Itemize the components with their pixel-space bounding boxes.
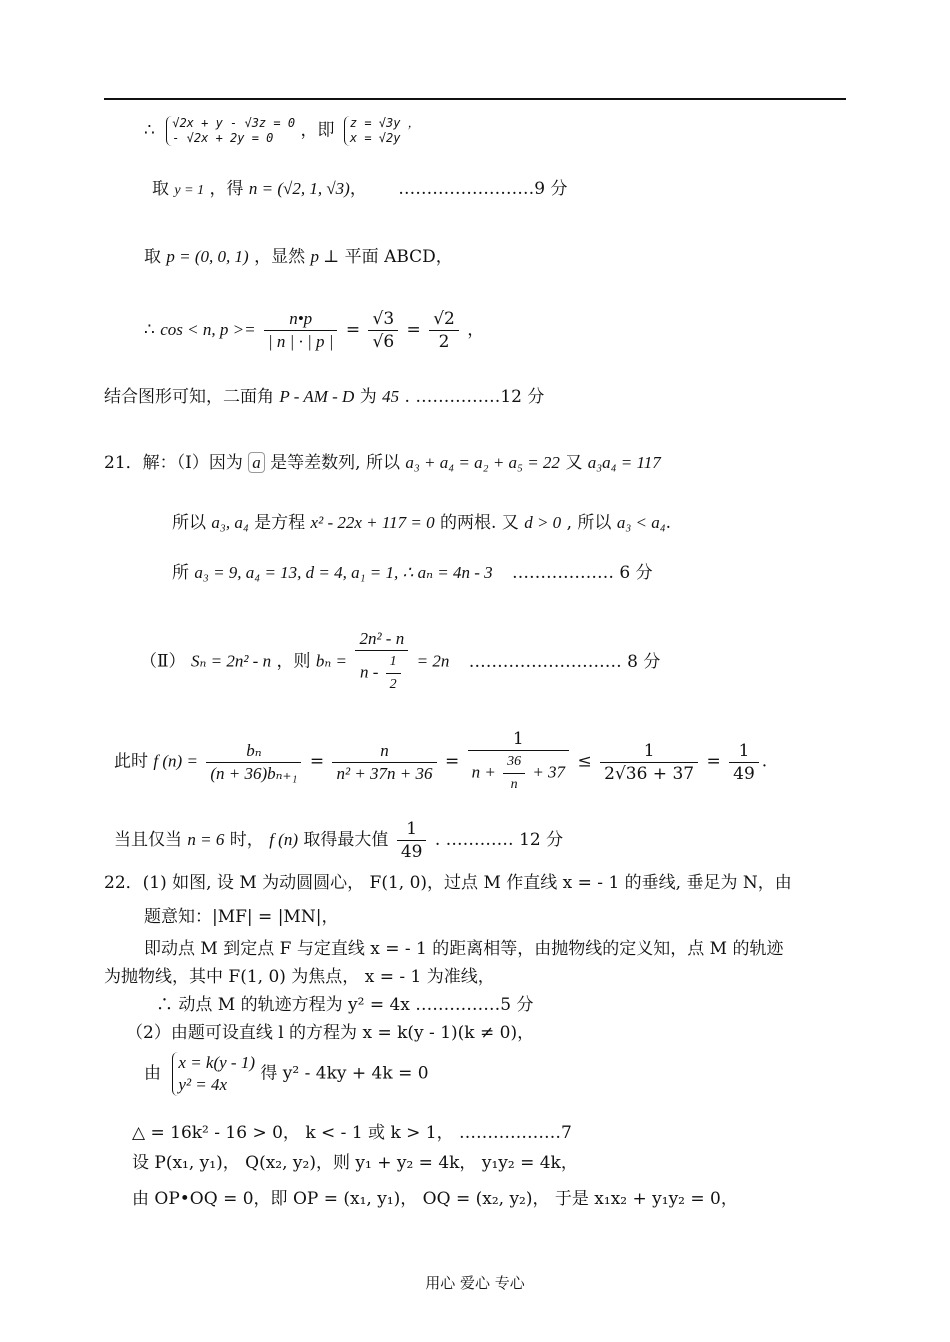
q22-line-10: 由 OP•OQ = 0，即 OP = (x₁, y₁)， OQ = (x₂, y₂)， 于是 x₁x₂ + y₁y₂ = 0，	[132, 1189, 738, 1209]
q22-line-8: △ = 16k² - 16 > 0， k < - 1 或 k > 1， ………………7	[132, 1123, 572, 1143]
fraction-f2: $\frac{n}{\text{n² + 37n + 36}}$	[332, 740, 436, 785]
fraction-cos: $\frac{n•p}{| n | \cdot | p |}$	[264, 308, 337, 353]
therefore-symbol: ∴	[144, 120, 155, 141]
dihedral-line: 结合图形可知，二面角 P - AM - D 为 45 . ……………12 分	[104, 387, 545, 407]
fraction-sqrt3-sqrt6: $\frac{√3}{√6}$	[368, 308, 398, 353]
equation-system-2: z = √3y ， x = √2y	[344, 116, 420, 146]
q21-fn-line: 此时 f (n) = $\frac{\text{bₙ}}{\text{(n + 36)bₙ₊₁}}$ = $\frac{n}{\text{n² + 37n + 36}}$ = 1 n + $\frac{36}{n}$ + 37 ≤ $\frac{1}{2√36 + 37}$ = $\frac{1}{49}$ .	[114, 728, 767, 796]
system-line: ∴ √2x + y - √3z = 0 - √2x + 2y = 0 ，即 z = √3y ， x = √2y	[144, 116, 420, 145]
header-rule	[104, 98, 846, 100]
q22-line-3: 即动点 M 到定点 F 与定直线 x = - 1 的距离相等，由抛物线的定义知，点 M 的轨迹	[144, 939, 784, 959]
q21-max-line: 当且仅当 n = 6 时， f (n) 取得最大值 $\frac{1}{49}$ . ………… 12 分	[114, 819, 564, 862]
equation-system-3: x = k(y - 1) y² = 4x	[172, 1052, 255, 1096]
fraction-f4: $\frac{1}{2√36 + 37}$	[600, 740, 698, 785]
q22-line-5: ∴ 动点 M 的轨迹方程为 y² = 4x ……………5 分	[156, 995, 534, 1015]
fraction-f3: 1 n + $\frac{36}{n}$ + 37	[468, 728, 569, 796]
q22-line-2: 题意知：|MF| = |MN|，	[144, 907, 339, 927]
q22-line-4: 为抛物线，其中 F(1, 0) 为焦点， x = - 1 为准线，	[104, 967, 495, 987]
score-12: . ……………12 分	[404, 387, 545, 407]
q22-system-line: 由 x = k(y - 1) y² = 4x 得 y² - 4ky + 4k = 0	[144, 1053, 429, 1094]
fraction-max: $\frac{1}{49}$	[397, 818, 427, 863]
score-8: ……………………… 8 分	[468, 651, 661, 672]
q21-part-2: （Ⅱ） Sₙ = 2n² - n ，则 bₙ = 2n² - n n - $\frac{1}{2}$ = 2n ……………………… 8 分	[140, 628, 660, 696]
score-12b: . ………… 12 分	[434, 830, 564, 850]
q22-line-1: 22．(1) 如图, 设 M 为动圆圆心， F(1, 0)，过点 M 作直线 x = - 1 的垂线, 垂足为 N，由	[104, 873, 792, 893]
take-p-line: 取 p = (0, 0, 1) ，显然 p ⊥ 平面 ABCD，	[144, 247, 453, 267]
fraction-f1: $\frac{\text{bₙ}}{\text{(n + 36)bₙ₊₁}}$	[206, 740, 301, 785]
q22-line-6: （2）由题可设直线 l 的方程为 x = k(y - 1)(k ≠ 0)，	[126, 1023, 535, 1043]
fraction-bn: 2n² - n n - $\frac{1}{2}$	[355, 628, 408, 696]
score-9: ……………………9 分	[398, 179, 568, 199]
q22-line-9: 设 P(x₁, y₁)， Q(x₂, y₂)，则 y₁ + y₂ = 4k， y₁y₂ = 4k，	[132, 1153, 578, 1173]
score-6: ……………… 6 分	[512, 563, 653, 583]
fraction-f5: $\frac{1}{49}$	[729, 740, 759, 785]
q21-line-1: 21．解：（Ⅰ）因为 a 是等差数列, 所以 a₃ + a₄ = a₂ + a₅ = 22 又 a₃a₄ = 117	[104, 453, 661, 473]
cos-formula: ∴ cos < n, p >= $\frac{n•p}{| n | \cdot | p |}$ = $\frac{√3}{√6}$ = $\frac{√2}{2}$ ，	[144, 309, 485, 352]
q21-line-2: 所以 a₃, a₄ 是方程 x² - 22x + 117 = 0 的两根. 又 d > 0 , 所以 a₃ < a₄.	[172, 513, 672, 533]
fraction-sqrt2-2: $\frac{√2}{2}$	[429, 308, 459, 353]
page-footer: 用心 爱心 专心	[425, 1274, 525, 1292]
equation-system-1: √2x + y - √3z = 0 - √2x + 2y = 0	[166, 116, 295, 146]
q21-line-3: 所 a₃ = 9, a₄ = 13, d = 4, a₁ = 1, ∴ aₙ = 4n - 3 ……………… 6 分	[172, 563, 653, 583]
take-y-line: 取 y = 1 ，得 n = (√2, 1, √3)， ……………………9 分	[152, 179, 568, 199]
